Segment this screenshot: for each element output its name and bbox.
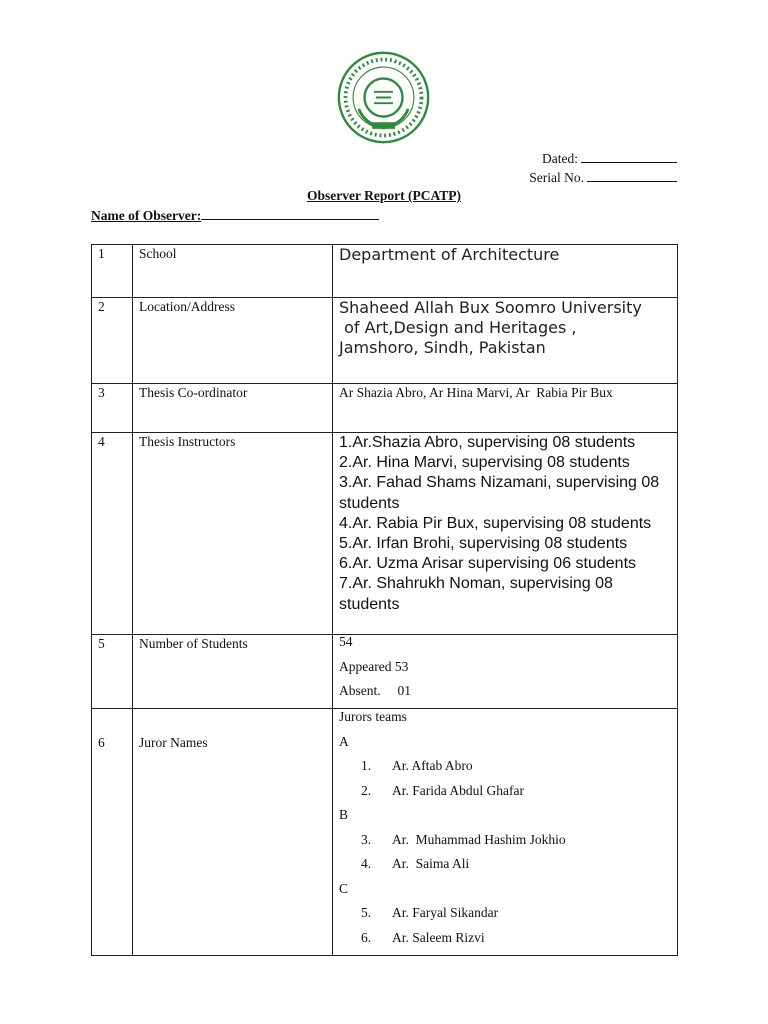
instructor-line: 4.Ar. Rabia Pir Bux, supervising 08 students bbox=[339, 514, 652, 532]
row-label: Thesis Co-ordinator bbox=[133, 384, 333, 433]
row-label: School bbox=[133, 245, 333, 298]
pcatp-seal-icon bbox=[336, 50, 431, 145]
instructor-line: 1.Ar.Shazia Abro, supervising 08 students bbox=[339, 434, 636, 451]
address-line: Jamshoro, Sindh, Pakistan bbox=[339, 338, 546, 357]
list-item: 6. Ar. Saleem Rizvi bbox=[361, 929, 485, 945]
observer-field bbox=[91, 207, 379, 224]
table-row bbox=[92, 635, 678, 709]
dated-blank bbox=[581, 150, 677, 163]
absent-count: Absent. 01 bbox=[339, 683, 411, 698]
team-name: B bbox=[339, 807, 349, 822]
team-name: C bbox=[339, 880, 349, 896]
address-line: of Art,Design and Heritages , bbox=[339, 318, 577, 337]
list-item: 1. Ar. Aftab Abro bbox=[361, 758, 473, 773]
table-row bbox=[92, 384, 678, 433]
row-value bbox=[333, 709, 678, 956]
observer-label: Name of Observer: bbox=[91, 208, 202, 223]
row-value bbox=[333, 298, 678, 384]
list-item: 3. Ar. Muhammad Hashim Jokhio bbox=[361, 831, 566, 847]
row-value bbox=[333, 433, 678, 635]
instructor-line: students bbox=[339, 595, 400, 613]
instructor-line: 6.Ar. Uzma Arisar supervising 06 students bbox=[339, 555, 637, 573]
observer-blank bbox=[201, 207, 379, 220]
row-number: 3 bbox=[92, 384, 133, 433]
school-value: Department of Architecture bbox=[339, 245, 560, 264]
instructor-line: 5.Ar. Irfan Brohi, supervising 08 students bbox=[339, 535, 628, 553]
coordinator-value: Ar Shazia Abro, Ar Hina Marvi, Ar Rabia Pir Bux bbox=[339, 385, 613, 400]
dated-field bbox=[542, 150, 677, 167]
row-value bbox=[333, 245, 678, 298]
table-row bbox=[92, 433, 678, 635]
serial-field bbox=[529, 169, 677, 186]
instructor-line: 2.Ar. Hina Marvi, supervising 08 students bbox=[339, 454, 630, 472]
team-name: A bbox=[339, 733, 349, 749]
row-label: Thesis Instructors bbox=[133, 433, 333, 635]
row-value bbox=[333, 384, 678, 433]
row-label: Juror Names bbox=[133, 709, 333, 956]
row-number: 6 bbox=[92, 709, 133, 956]
jurors-heading: Jurors teams bbox=[339, 709, 407, 724]
student-count: 54 bbox=[339, 634, 353, 649]
instructor-line: 7.Ar. Shahrukh Noman, supervising 08 bbox=[339, 575, 613, 593]
report-title: Observer Report (PCATP) bbox=[307, 188, 461, 203]
row-value bbox=[333, 635, 678, 709]
list-item: 2. Ar. Farida Abdul Ghafar bbox=[361, 782, 524, 798]
table-row bbox=[92, 709, 678, 956]
serial-blank bbox=[587, 169, 677, 182]
juror-list bbox=[339, 828, 677, 877]
serial-label: Serial No. bbox=[529, 170, 584, 185]
table-row bbox=[92, 298, 678, 384]
instructor-line: 3.Ar. Fahad Shams Nizamani, supervising 08 bbox=[339, 474, 660, 492]
row-number: 4 bbox=[92, 433, 133, 635]
instructor-line: students bbox=[339, 494, 400, 512]
appeared-count: Appeared 53 bbox=[339, 658, 409, 674]
table-row bbox=[92, 245, 678, 298]
address-line: Shaheed Allah Bux Soomro University bbox=[339, 298, 642, 317]
row-number: 5 bbox=[92, 635, 133, 709]
report-table bbox=[91, 244, 678, 956]
row-label: Location/Address bbox=[133, 298, 333, 384]
row-label: Number of Students bbox=[133, 635, 333, 709]
juror-list bbox=[339, 901, 677, 950]
juror-list bbox=[339, 754, 677, 803]
row-number: 1 bbox=[92, 245, 133, 298]
list-item: 4. Ar. Saima Ali bbox=[361, 856, 470, 871]
row-number: 2 bbox=[92, 298, 133, 384]
dated-label: Dated: bbox=[542, 151, 578, 166]
list-item: 5. Ar. Faryal Sikandar bbox=[361, 905, 499, 920]
